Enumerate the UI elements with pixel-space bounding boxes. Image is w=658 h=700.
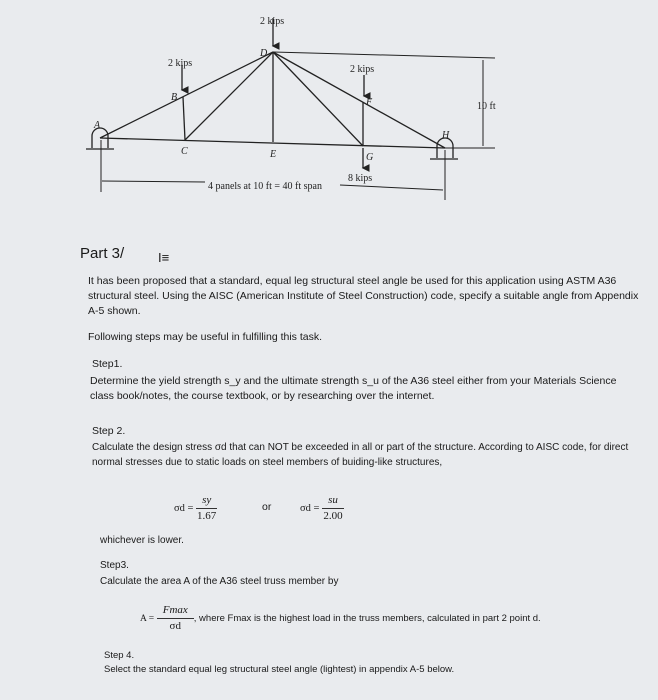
step3-title: Step3. [100, 560, 129, 571]
equation-ultimate: σd = $\frac{su}{2.00}$ [300, 494, 343, 522]
node-a: A [94, 120, 101, 131]
load-b-label: 2 kips [168, 58, 193, 69]
step2-text: Calculate the design stress σd that can NOT be exceeded in all or part of the structure. According to AISC code, for direct normal stresses due to static loads on steel members of buiding-like structures, [92, 442, 629, 468]
node-f: F [366, 97, 373, 108]
span-label: 4 panels at 10 ft = 40 ft span [208, 181, 322, 192]
or-text: or [262, 501, 272, 513]
step4-title: Step 4. [104, 650, 135, 661]
node-d: D [260, 48, 268, 59]
step4-text: Select the standard equal leg structural steel angle (lightest) in appendix A-5 below. [104, 664, 455, 675]
step1-title: Step1. [92, 358, 123, 370]
node-h: H [442, 130, 450, 141]
part-title: Part 3/ [80, 245, 125, 262]
whichever-text: whichever is lower. [100, 535, 184, 546]
step1-text: Determine the yield strength s_y and the ultimate strength s_u of the A36 steel either from your Materials Science class book/notes, the course textbook, or by researching over the internet. [90, 375, 617, 402]
step2-title: Step 2. [92, 425, 126, 437]
node-g: G [366, 152, 374, 163]
node-b: B [171, 92, 178, 103]
text-cursor-icon: I≡ [158, 250, 170, 265]
load-d-label: 2 kips [260, 16, 285, 27]
height-label: 10 ft [477, 101, 496, 112]
truss-diagram [0, 0, 658, 200]
following-text: Following steps may be useful in fulfilling this task. [88, 331, 323, 343]
equation-yield: σd = $\frac{sy}{1.67}$ [174, 494, 217, 522]
load-g-label: 8 kips [348, 173, 373, 184]
intro-paragraph: It has been proposed that a standard, equal leg structural steel angle be used for this application using ASTM A36 structural steel. Using the AISC (American Institute of Steel Construction) code, specify a suitable angle from Appendix A-5 shown. [88, 275, 639, 317]
node-e: E [270, 149, 277, 160]
equation-area: A = $\frac{Fmax}{\sigma d}$ , where Fmax is the highest load in the truss members, calculated in part 2 point d. [140, 604, 541, 632]
node-c: C [181, 146, 188, 157]
load-f-label: 2 kips [350, 64, 375, 75]
step3-text: Calculate the area A of the A36 steel truss member by [100, 576, 339, 587]
